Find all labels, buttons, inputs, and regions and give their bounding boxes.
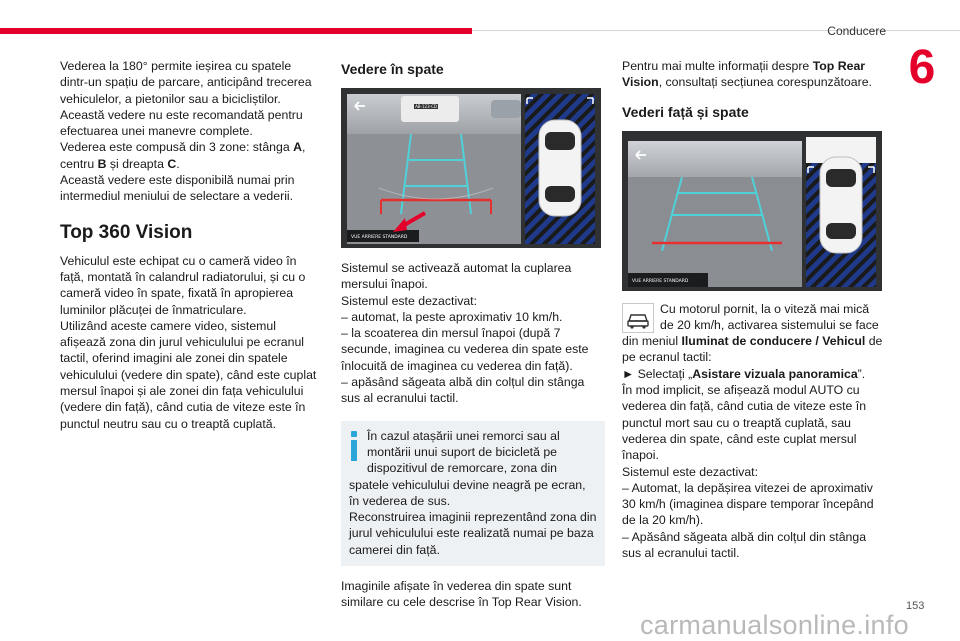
heading-top-360-vision: Top 360 Vision: [60, 221, 193, 243]
paragraph: Pentru mai multe informații despre Top Rear Vision, consultați secțiunea corespunzătoare.: [622, 59, 872, 90]
parked-car: [491, 100, 521, 118]
rear-camera-scene: [341, 88, 601, 248]
info-icon: [349, 431, 359, 461]
page-number: 153: [906, 600, 925, 612]
select-instruction: ► Selectați „Asistare vizuala panoramica”.: [622, 366, 866, 381]
list-item: – automat, la peste aproximativ 10 km/h.: [341, 309, 563, 324]
list-item: – Automat, la depășirea vitezei de aproximativ 30 km/h (imaginea dispare temporar începând de la 20 km/h).: [622, 480, 874, 528]
heading-front-rear-views: Vederi față și spate: [622, 103, 749, 120]
car-menu-icon: [622, 303, 654, 333]
info-text: În cazul atașării unei remorci sau al montării unui suport de bicicletă pe dispozitivul de remorcare, zona din spatele vehiculului devine neagră pe ecran, în vederea de sus.: [349, 428, 586, 508]
info-text: Reconstruirea imaginii reprezentând zona din jurul vehiculului este realizată numai pe baza camerei din față.: [349, 510, 597, 557]
svg-text:AB-123-CD: AB-123-CD: [415, 104, 437, 109]
watermark: carmanualsonline.info: [640, 610, 909, 640]
section-title: Conducere: [827, 24, 886, 38]
list-item: – Apăsând săgeata albă din colțul din stânga sus al ecranului tactil.: [622, 529, 867, 561]
zones-paragraph: Vederea este compusă din 3 zone: stânga A, centru B și dreapta C.: [60, 140, 306, 171]
paragraph: Sistemul este dezactivat:: [341, 293, 478, 308]
header-accent-bar: [0, 28, 472, 34]
rear-camera-image: [341, 88, 601, 248]
chapter-number: 6: [908, 41, 936, 94]
list-item: – la scoaterea din mersul înapoi (după 7 secunde, imaginea cu vederea din spate este înlocuită de imaginea cu vederea din față).: [341, 326, 589, 373]
heading-rear-view: Vedere în spate: [341, 61, 444, 77]
column-middle: [341, 58, 605, 611]
paragraph: Sistemul este dezactivat:: [622, 464, 759, 479]
header-rule: [472, 30, 960, 31]
paragraph: Vederea la 180° permite ieșirea cu spatele dintr-un spațiu de parcare, anticipând trecerea vehiculelor, a pietonilor sau a bicicliștilor.: [60, 59, 312, 106]
list-item: – apăsând săgeata albă din colțul din stânga sus al ecranului tactil.: [341, 375, 585, 406]
paragraph: Această vedere nu este recomandată pentru efectuarea unei manevre complete.: [60, 107, 303, 139]
info-box: [341, 421, 605, 566]
motor-paragraph: Cu motorul pornit, la o viteză mai mică de 20 km/h, activarea sistemului se face din meniul Iluminat de conducere / Vehicul de pe ecranul tactil:: [622, 301, 883, 365]
paragraph: Vehiculul este echipat cu o cameră video în față, montată în calandrul radiatorului, și cu o cameră video în spate, fixată în apropierea luminilor plăcuței de înmatriculare.: [60, 253, 306, 317]
paragraph: Utilizând aceste camere video, sistemul afișează zona din jurul vehiculului pe ecranul tactil, oferind imagini ale zonei din spatele vehiculului (vedere din spate), când este cuplat mersul înapoi și ale zonei din fața vehiculului (vedere din față), când cutia de viteze este în punctul neutru sau cu o treaptă cuplată.: [60, 318, 317, 431]
front-rear-camera-image: [622, 131, 882, 291]
paragraph: Imaginile afișate în vederea din spate sunt similare cu cele descrise în Top Rear Vision.: [341, 579, 582, 610]
camera-view-label: VUE ARRIERE STANDARD: [351, 235, 408, 240]
paragraph: În mod implicit, se afișează modul AUTO cu vederea din față, când cutia de viteze este în punctul mort sau cu o treaptă cuplată, sau vederea din spate, când este cuplat mersul înapoi.: [622, 383, 867, 463]
paragraph: Sistemul se activează automat la cuplarea mersului înapoi.: [341, 261, 572, 292]
column-right: [622, 58, 885, 561]
column-left: [60, 58, 322, 432]
paragraph: Această vedere este disponibilă numai prin intermediul meniului de selectare a vederii.: [60, 173, 295, 204]
camera-view-label: VUE ARRIERE STANDARD: [632, 278, 689, 284]
front-rear-camera-scene: [622, 131, 882, 291]
